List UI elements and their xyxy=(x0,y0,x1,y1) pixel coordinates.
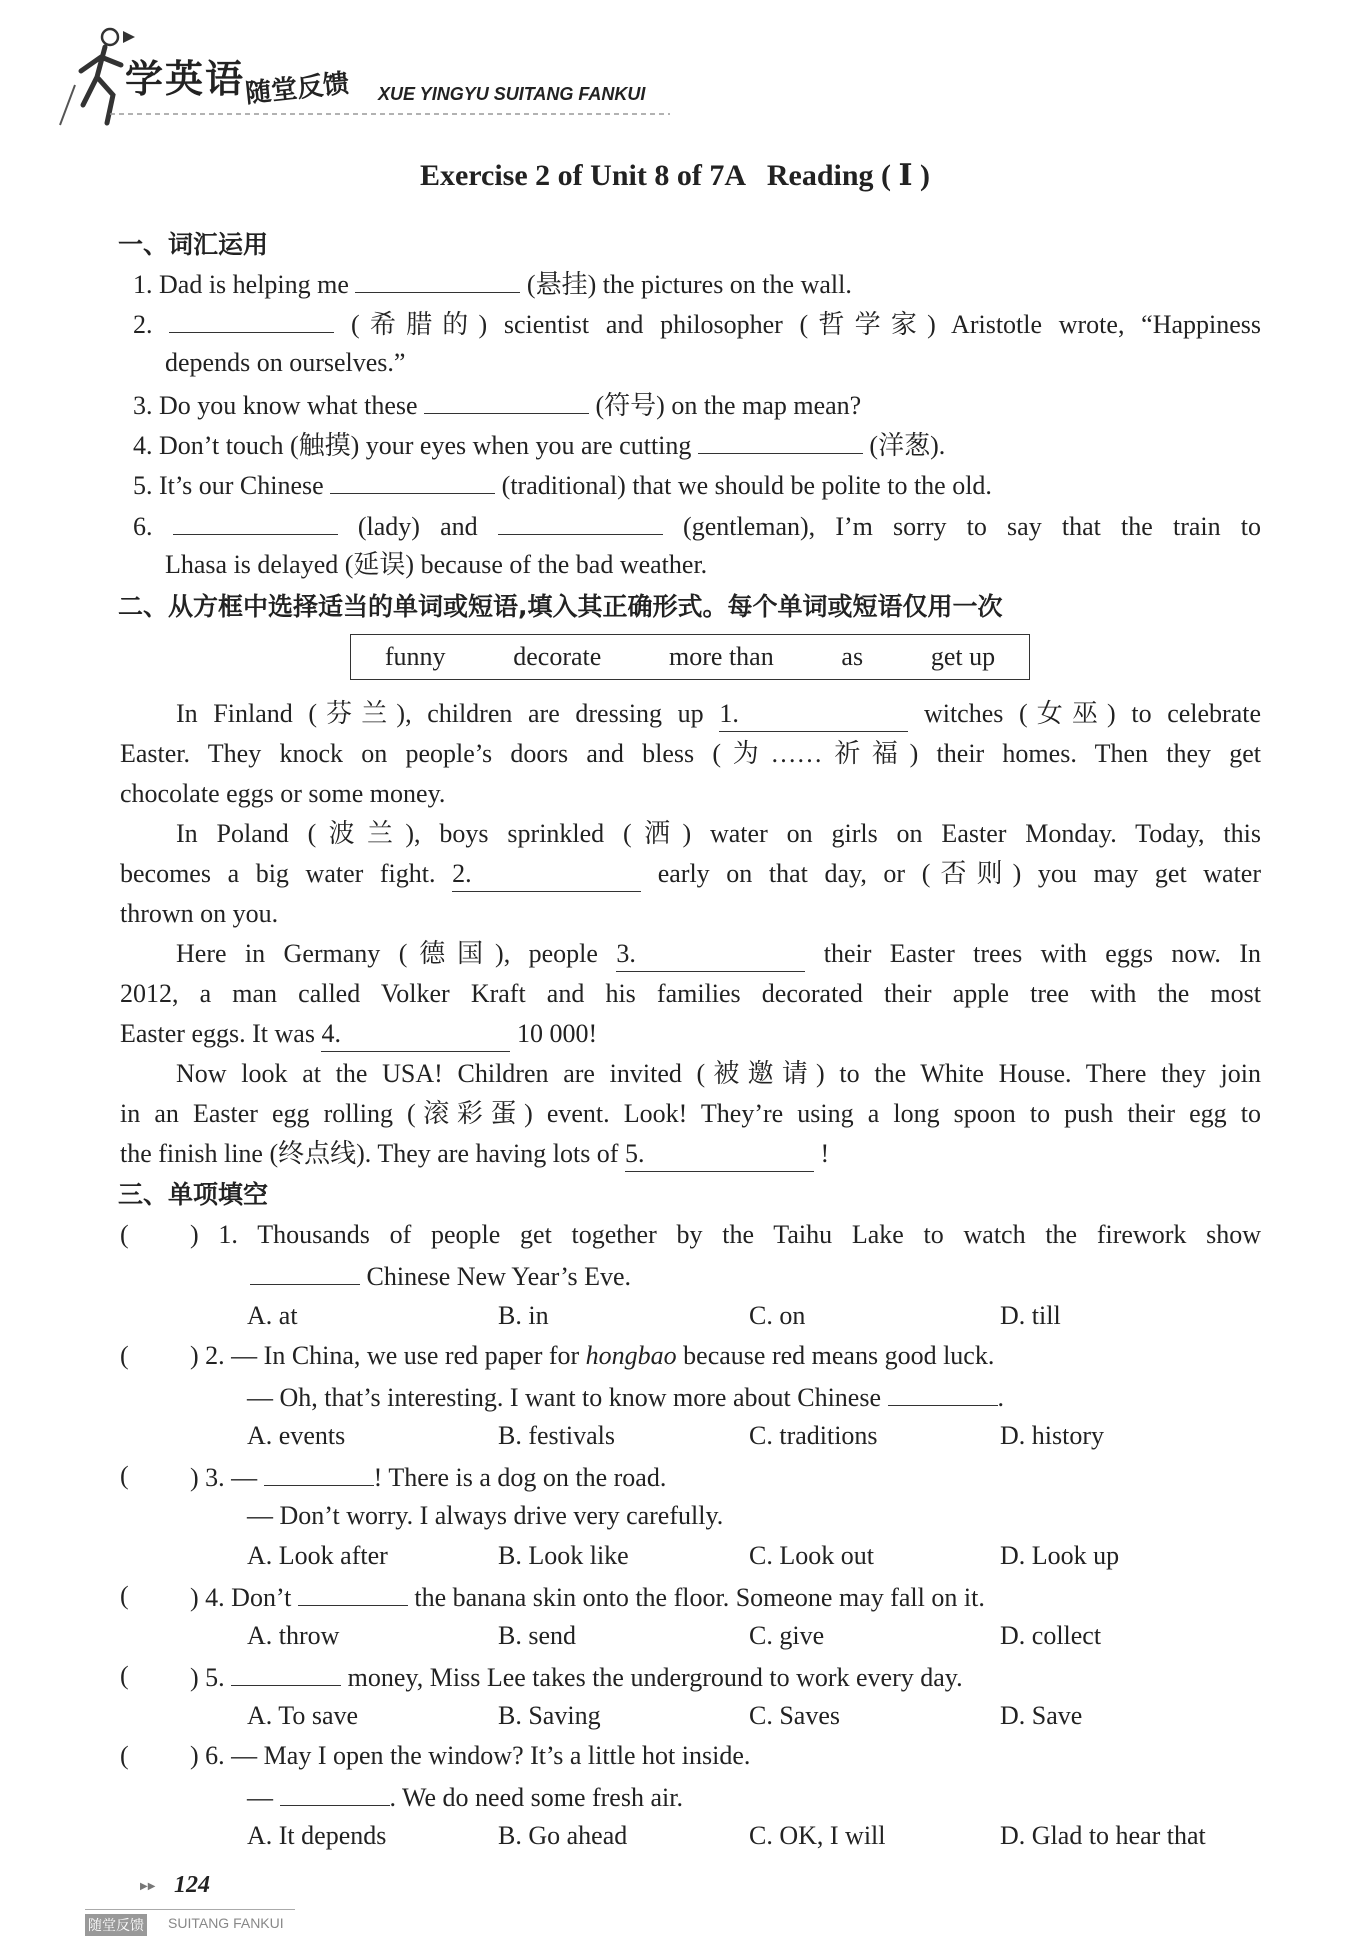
logo-title: 学英语 xyxy=(125,57,246,101)
answer-blank[interactable] xyxy=(250,1258,360,1285)
s1-q4: 4. Don’t touch (触摸) your eyes when you are cutting (洋葱). xyxy=(133,427,945,463)
option-b[interactable]: B. Go ahead xyxy=(498,1821,628,1850)
option-b[interactable]: B. festivals xyxy=(498,1421,615,1450)
s3-q2-cont: — Oh, that’s interesting. I want to know more about Chinese . xyxy=(247,1379,1004,1415)
answer-blank[interactable] xyxy=(355,266,520,293)
option-c[interactable]: C. traditions xyxy=(749,1421,878,1450)
s2-p2-line3: thrown on you. xyxy=(120,899,279,928)
option-d[interactable]: D. history xyxy=(1000,1421,1104,1450)
s1-q1: 1. Dad is helping me (悬挂) the pictures on the wall. xyxy=(133,266,852,302)
logo-english: XUE YINGYU SUITANG FANKUI xyxy=(378,84,646,104)
option-a[interactable]: A. at xyxy=(247,1301,298,1330)
s3-q5: ) 5. money, Miss Lee takes the underground to work every day. xyxy=(190,1659,963,1695)
page-number: 124 xyxy=(174,1872,210,1898)
option-b[interactable]: B. send xyxy=(498,1621,576,1650)
option-c[interactable]: C. give xyxy=(749,1621,825,1650)
s3-q4: ) 4. Don’t the banana skin onto the floor. Someone may fall on it. xyxy=(190,1579,985,1615)
word-box-item: get up xyxy=(930,642,996,671)
option-a[interactable]: A. throw xyxy=(247,1621,340,1650)
option-c[interactable]: C. Saves xyxy=(749,1701,840,1730)
section2-heading: 二、从方框中选择适当的单词或短语,填入其正确形式。每个单词或短语仅用一次 xyxy=(118,592,1003,621)
option-a[interactable]: A. Look after xyxy=(247,1541,388,1570)
s2-p4-line2: in an Easter egg rolling (滚彩蛋) event. Look! They’re using a long spoon to push their egg to xyxy=(120,1099,1261,1128)
s1-q2: 2. (希腊的) scientist and philosopher (哲学家) Aristotle wrote, “Happiness xyxy=(133,306,1261,342)
word-box-item: funny xyxy=(384,642,446,671)
answer-blank[interactable] xyxy=(264,1459,374,1486)
answer-blank[interactable] xyxy=(888,1379,998,1406)
answer-blank[interactable] xyxy=(280,1779,390,1806)
s2-p1-line1: In Finland (芬兰), children are dressing up 1. witches (女巫) to celebrate xyxy=(176,697,1261,732)
answer-blank[interactable] xyxy=(298,1579,408,1606)
option-d[interactable]: D. Look up xyxy=(1000,1541,1120,1570)
s2-p4-line1: Now look at the USA! Children are invited (被邀请) to the White House. There they join xyxy=(176,1059,1261,1088)
answer-paren[interactable]: ( xyxy=(120,1581,129,1610)
option-a[interactable]: A. It depends xyxy=(247,1821,387,1850)
answer-blank[interactable]: 4. xyxy=(321,1017,510,1052)
double-arrow-icon: ▶▶ xyxy=(140,1881,156,1892)
option-c[interactable]: C. on xyxy=(749,1301,806,1330)
s1-q6-cont: Lhasa is delayed (延误) because of the bad weather. xyxy=(165,550,708,579)
word-box-item: decorate xyxy=(513,642,602,671)
option-d[interactable]: D. Save xyxy=(1000,1701,1083,1730)
option-b[interactable]: B. in xyxy=(498,1301,549,1330)
s2-p4-line3: the finish line (终点线). They are having lots of 5. ! xyxy=(120,1137,829,1172)
section3-heading: 三、单项填空 xyxy=(118,1180,269,1209)
answer-blank[interactable]: 2. xyxy=(452,857,641,892)
s2-p3-line3: Easter eggs. It was 4. 10 000! xyxy=(120,1017,597,1052)
s3-q6: ) 6. — May I open the window? It’s a little hot inside. xyxy=(190,1741,751,1770)
header-divider xyxy=(110,108,670,122)
s1-q6: 6. (lady) and (gentleman), I’m sorry to say that the train to xyxy=(133,508,1261,544)
s3-q1-cont: Chinese New Year’s Eve. xyxy=(250,1258,631,1294)
option-b[interactable]: B. Saving xyxy=(498,1701,601,1730)
answer-paren[interactable]: ( xyxy=(120,1661,129,1690)
s3-q6-cont: — . We do need some fresh air. xyxy=(247,1779,683,1815)
option-d[interactable]: D. till xyxy=(1000,1301,1061,1330)
s2-p1-line2: Easter. They knock on people’s doors and bless (为……祈福) their homes. Then they get xyxy=(120,739,1261,768)
s2-p2-line1: In Poland (波兰), boys sprinkled (洒) water on girls on Easter Monday. Today, this xyxy=(176,819,1261,848)
answer-blank[interactable] xyxy=(698,427,863,454)
answer-paren[interactable]: ( xyxy=(120,1461,129,1490)
s2-p3-line1: Here in Germany (德国), people 3. their Easter trees with eggs now. In xyxy=(176,937,1261,972)
option-a[interactable]: A. events xyxy=(247,1421,346,1450)
word-box-item: more than xyxy=(669,642,774,671)
answer-paren[interactable]: ( xyxy=(120,1220,129,1249)
footer-label-cn: 随堂反馈 xyxy=(85,1914,147,1936)
option-c[interactable]: C. OK, I will xyxy=(749,1821,886,1850)
section1-heading: 一、词汇运用 xyxy=(118,230,269,259)
answer-blank[interactable] xyxy=(231,1659,341,1686)
s3-q2: ) 2. — In China, we use red paper for hongbao because red means good luck. xyxy=(190,1341,995,1370)
option-d[interactable]: D. Glad to hear that xyxy=(1000,1821,1206,1850)
answer-paren[interactable]: ( xyxy=(120,1341,129,1370)
s3-q1: ) 1. Thousands of people get together by the Taihu Lake to watch the firework show xyxy=(190,1220,1261,1249)
word-box xyxy=(350,634,1030,680)
s1-q3: 3. Do you know what these (符号) on the map mean? xyxy=(133,387,861,423)
option-b[interactable]: B. Look like xyxy=(498,1541,629,1570)
option-c[interactable]: C. Look out xyxy=(749,1541,874,1570)
answer-blank[interactable] xyxy=(330,467,495,494)
option-a[interactable]: A. To save xyxy=(247,1701,359,1730)
s3-q3-cont: — Don’t worry. I always drive very carefully. xyxy=(247,1501,724,1530)
answer-blank[interactable]: 1. xyxy=(719,697,908,732)
s1-q5: 5. It’s our Chinese (traditional) that we should be polite to the old. xyxy=(133,467,992,503)
answer-blank[interactable] xyxy=(498,508,663,535)
s2-p3-line2: 2012, a man called Volker Kraft and his families decorated their apple tree with the most xyxy=(120,979,1261,1008)
s2-p1-line3: chocolate eggs or some money. xyxy=(120,779,446,808)
footer-label-en: SUITANG FANKUI xyxy=(168,1915,284,1931)
s2-p2-line2: becomes a big water fight. 2. early on that day, or (否则) you may get water xyxy=(120,857,1261,892)
s1-q2-cont: depends on ourselves.” xyxy=(165,348,406,377)
option-d[interactable]: D. collect xyxy=(1000,1621,1102,1650)
answer-blank[interactable] xyxy=(173,508,338,535)
answer-blank[interactable]: 5. xyxy=(625,1137,814,1172)
word-box-item: as xyxy=(841,642,864,671)
s3-q3: ) 3. — ! There is a dog on the road. xyxy=(190,1459,666,1495)
footer-divider xyxy=(85,1909,295,1910)
page-title: Exercise 2 of Unit 8 of 7A Reading ( Ⅰ ) xyxy=(419,159,931,192)
answer-paren[interactable]: ( xyxy=(120,1741,129,1770)
answer-blank[interactable] xyxy=(424,387,589,414)
logo-subtitle: 随堂反馈 xyxy=(243,68,351,110)
answer-blank[interactable] xyxy=(169,306,334,333)
answer-blank[interactable]: 3. xyxy=(616,937,805,972)
